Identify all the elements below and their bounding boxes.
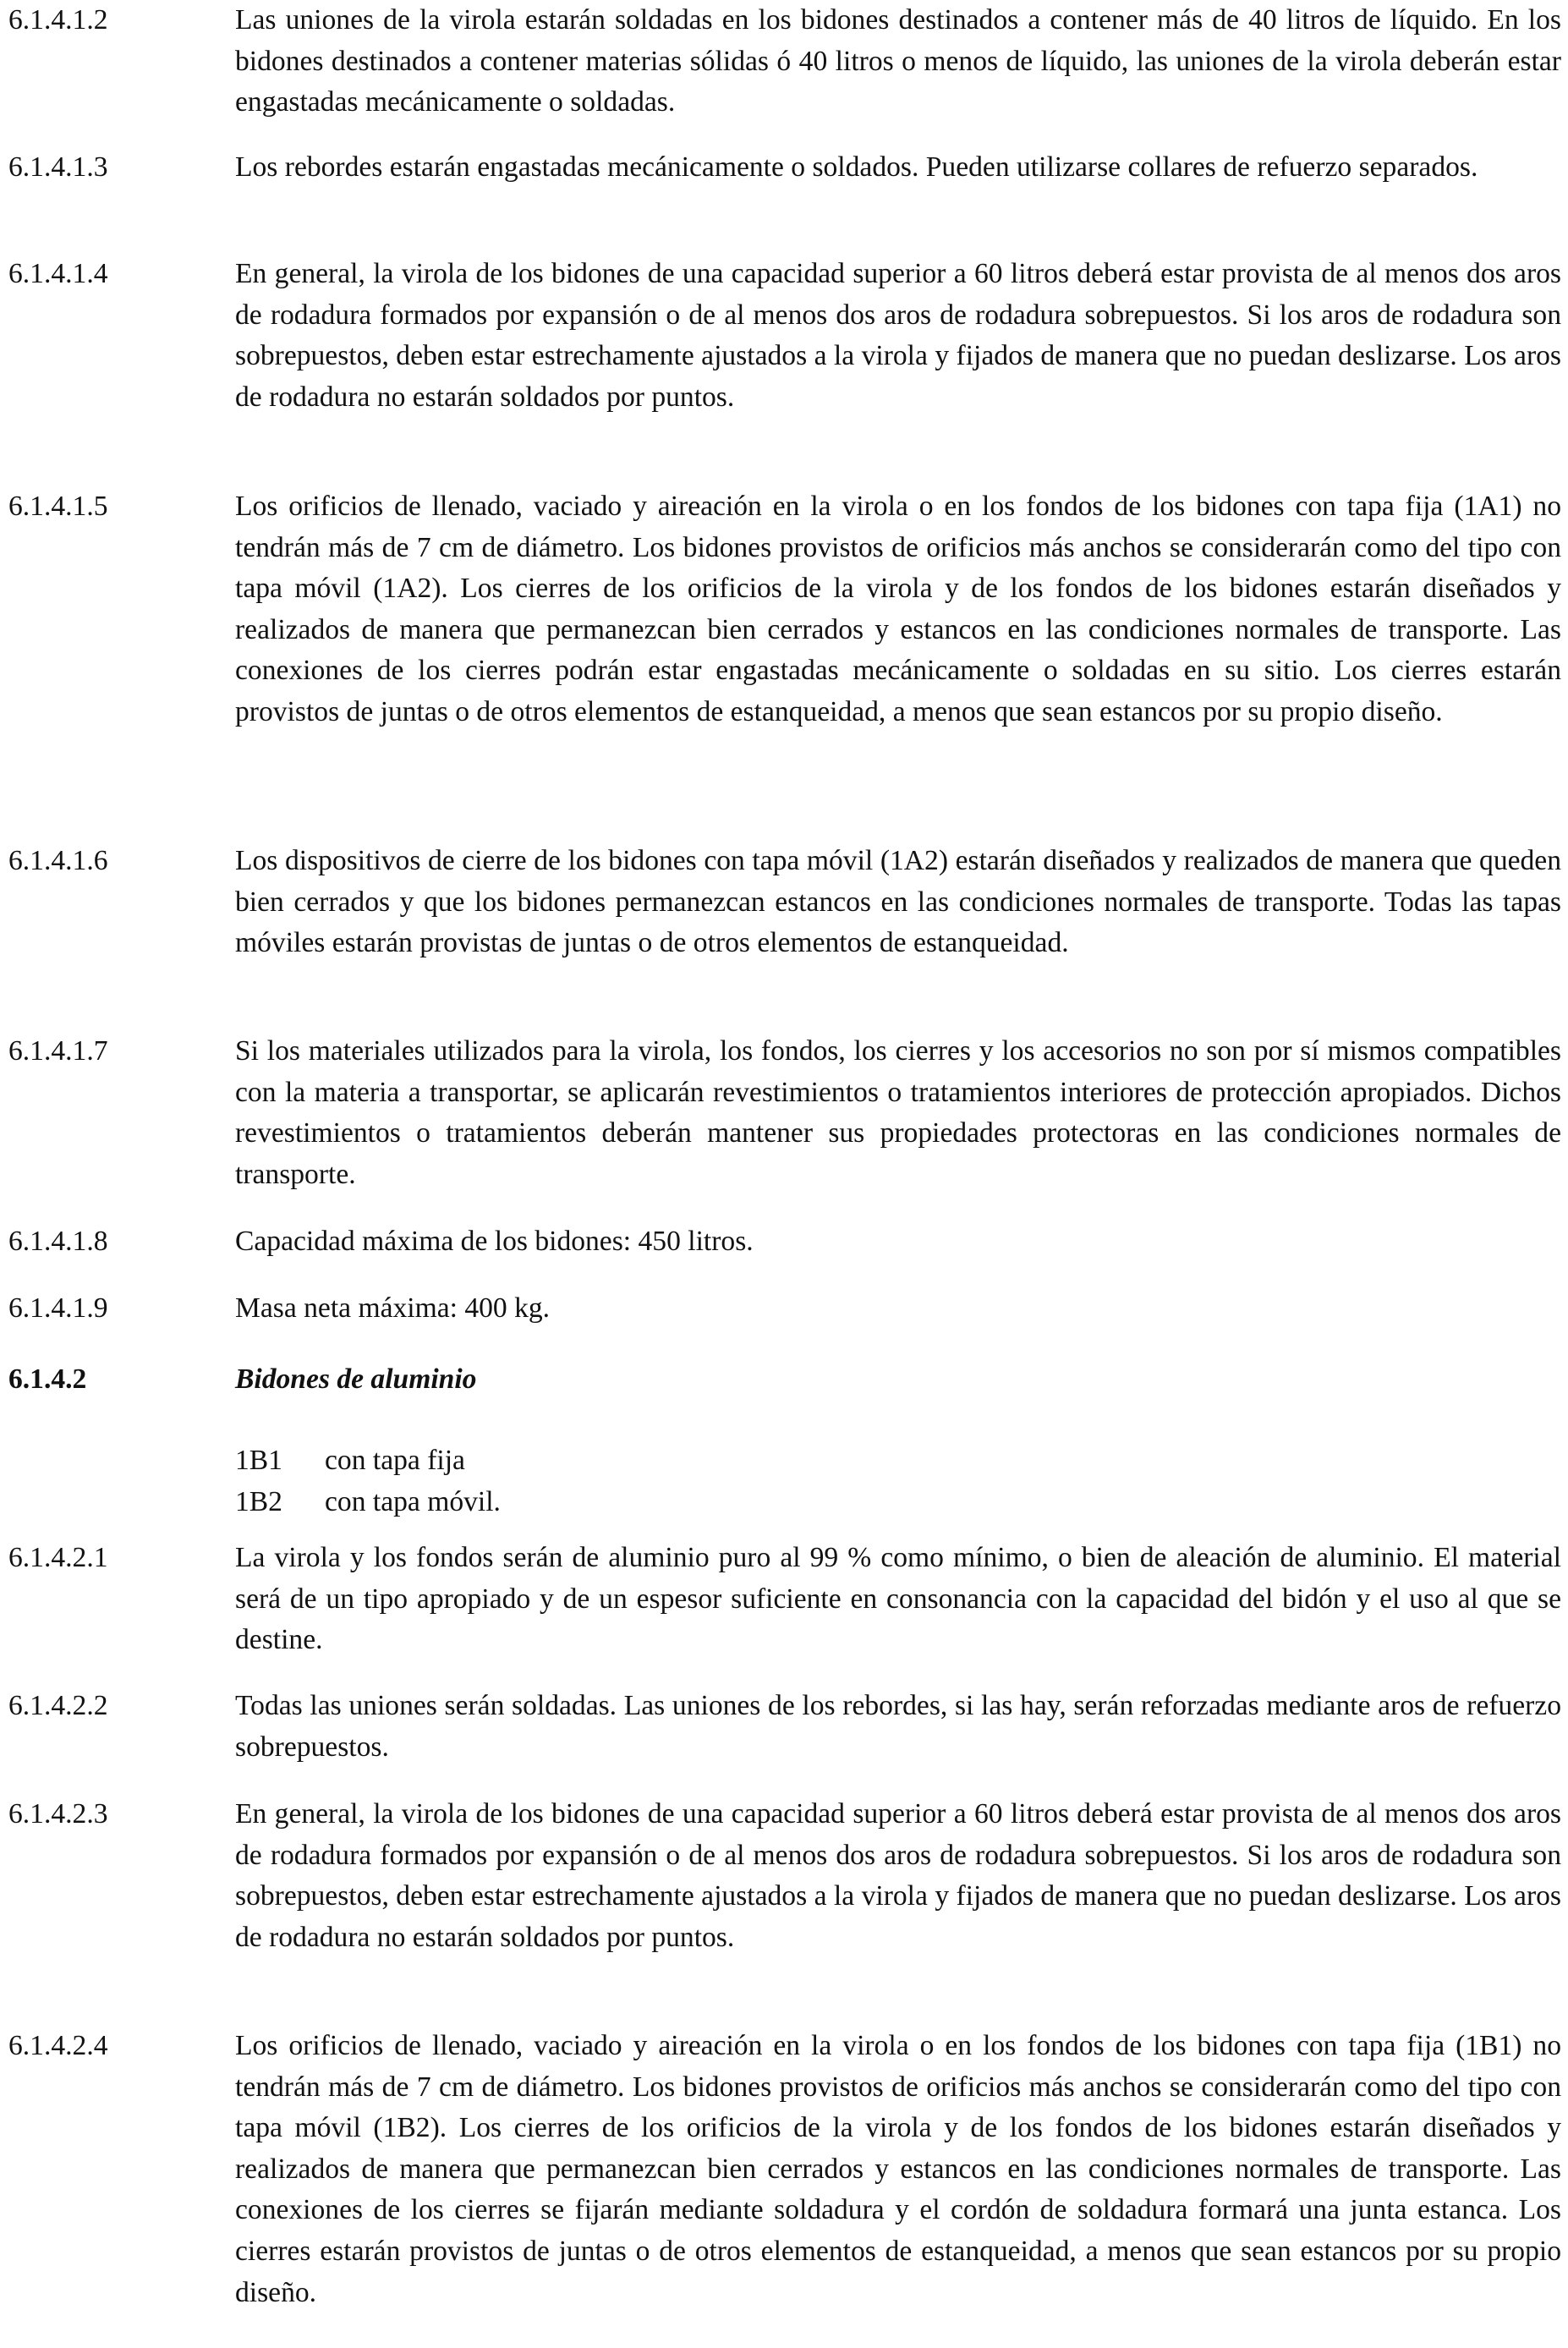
section-number: 6.1.4.1.4 <box>8 258 108 289</box>
section-number: 6.1.4.1.5 <box>8 491 108 522</box>
section-number: 6.1.4.1.3 <box>8 151 108 183</box>
section-number: 6.1.4.2.2 <box>8 1690 108 1721</box>
section-text: Todas las uniones serán soldadas. Las uniones de los rebordes, si las hay, serán reforzadas mediante aros de refuerzo sobrepuestos. <box>235 1690 1561 1763</box>
heading-title: Bidones de aluminio <box>235 1363 477 1395</box>
section-number: 6.1.4.1.8 <box>8 1226 108 1257</box>
section-text: Las uniones de la virola estarán soldadas en los bidones destinados a contener más de 40 litros de líquido. En los bidones destinados a contener materias sólidas ó 40 litros o menos de líquido, las uniones de la virola deberán estar engastadas mecánicamente o soldadas. <box>235 4 1561 118</box>
type-code: 1B2 <box>235 1485 282 1517</box>
section-text: Si los materiales utilizados para la virola, los fondos, los cierres y los accesorios no son por sí mismos compatibles con la materia a transportar, se aplicarán revestimientos o tratamientos interiores de protección apropiados. Dichos revestimientos o tratamientos deberán mantener sus propiedades protectoras en las condiciones normales de transporte. <box>235 1035 1561 1190</box>
section-number: 6.1.4.2.4 <box>8 2030 108 2061</box>
section-number: 6.1.4.2.3 <box>8 1798 108 1830</box>
heading-number: 6.1.4.2 <box>8 1363 87 1395</box>
section-text: Los dispositivos de cierre de los bidones con tapa móvil (1A2) estarán diseñados y realizados de manera que queden bien cerrados y que los bidones permanezcan estancos en las condiciones normales de transporte. Todas las tapas móviles estarán provistas de juntas o de otros elementos de estanqueidad. <box>235 845 1561 959</box>
type-code-row <box>235 1440 996 1482</box>
section-number: 6.1.4.2.1 <box>8 1542 108 1573</box>
type-description: con tapa fija <box>325 1445 465 1476</box>
section-text: En general, la virola de los bidones de una capacidad superior a 60 litros deberá estar provista de al menos dos aros de rodadura formados por expansión o de al menos dos aros de rodadura sobrepuestos. Si los aros de rodadura son sobrepuestos, deben estar estrechamente ajustados a la virola y fijados de manera que no puedan deslizarse. Los aros de rodadura no estarán soldados por puntos. <box>235 258 1561 413</box>
section-text: Los orificios de llenado, vaciado y aireación en la virola o en los fondos de los bidones con tapa fija (1B1) no tendrán más de 7 cm de diámetro. Los bidones provistos de orificios más anchos se considerarán como del tipo con tapa móvil (1B2). Los cierres de los orificios de la virola y de los fondos de los bidones estarán diseñados y realizados de manera que permanezcan bien cerrados y estancos en las condiciones normales de transporte. Las conexiones de los cierres se fijarán mediante soldadura y el cordón de soldadura formará una junta estanca. Los cierres estarán provistos de juntas o de otros elementos de estanqueidad, a menos que sean estancos por su propio diseño. <box>235 2030 1561 2308</box>
section-text: Los rebordes estarán engastadas mecánicamente o soldados. Pueden utilizarse collares de refuerzo separados. <box>235 151 1478 183</box>
type-code: 1B1 <box>235 1445 282 1476</box>
section-text: La virola y los fondos serán de aluminio puro al 99 % como mínimo, o bien de aleación de aluminio. El material será de un tipo apropiado y de un espesor suficiente en consonancia con la capacidad del bidón y el uso al que se destine. <box>235 1542 1561 1656</box>
type-code-row <box>235 1482 996 1523</box>
section-number: 6.1.4.1.7 <box>8 1035 108 1067</box>
section-text: En general, la virola de los bidones de una capacidad superior a 60 litros deberá estar provista de al menos dos aros de rodadura formados por expansión o de al menos dos aros de rodadura sobrepuestos. Si los aros de rodadura son sobrepuestos, deben estar estrechamente ajustados a la virola y fijados de manera que no puedan deslizarse. Los aros de rodadura no estarán soldados por puntos. <box>235 1798 1561 1953</box>
section-text: Masa neta máxima: 400 kg. <box>235 1292 551 1324</box>
section-number: 6.1.4.1.6 <box>8 845 108 876</box>
section-number: 6.1.4.1.2 <box>8 4 108 36</box>
section-text: Los orificios de llenado, vaciado y aireación en la virola o en los fondos de los bidones con tapa fija (1A1) no tendrán más de 7 cm de diámetro. Los bidones provistos de orificios más anchos se considerarán como del tipo con tapa móvil (1A2). Los cierres de los orificios de la virola y de los fondos de los bidones estarán diseñados y realizados de manera que permanezcan bien cerrados y estancos en las condiciones normales de transporte. Las conexiones de los cierres podrán estar engastadas mecánicamente o soldadas en su sitio. Los cierres estarán provistos de juntas o de otros elementos de estanqueidad, a menos que sean estancos por su propio diseño. <box>235 491 1561 727</box>
type-description: con tapa móvil. <box>325 1485 501 1517</box>
type-codes-list <box>235 1440 996 1522</box>
section-text: Capacidad máxima de los bidones: 450 litros. <box>235 1226 754 1257</box>
section-number: 6.1.4.1.9 <box>8 1292 108 1324</box>
